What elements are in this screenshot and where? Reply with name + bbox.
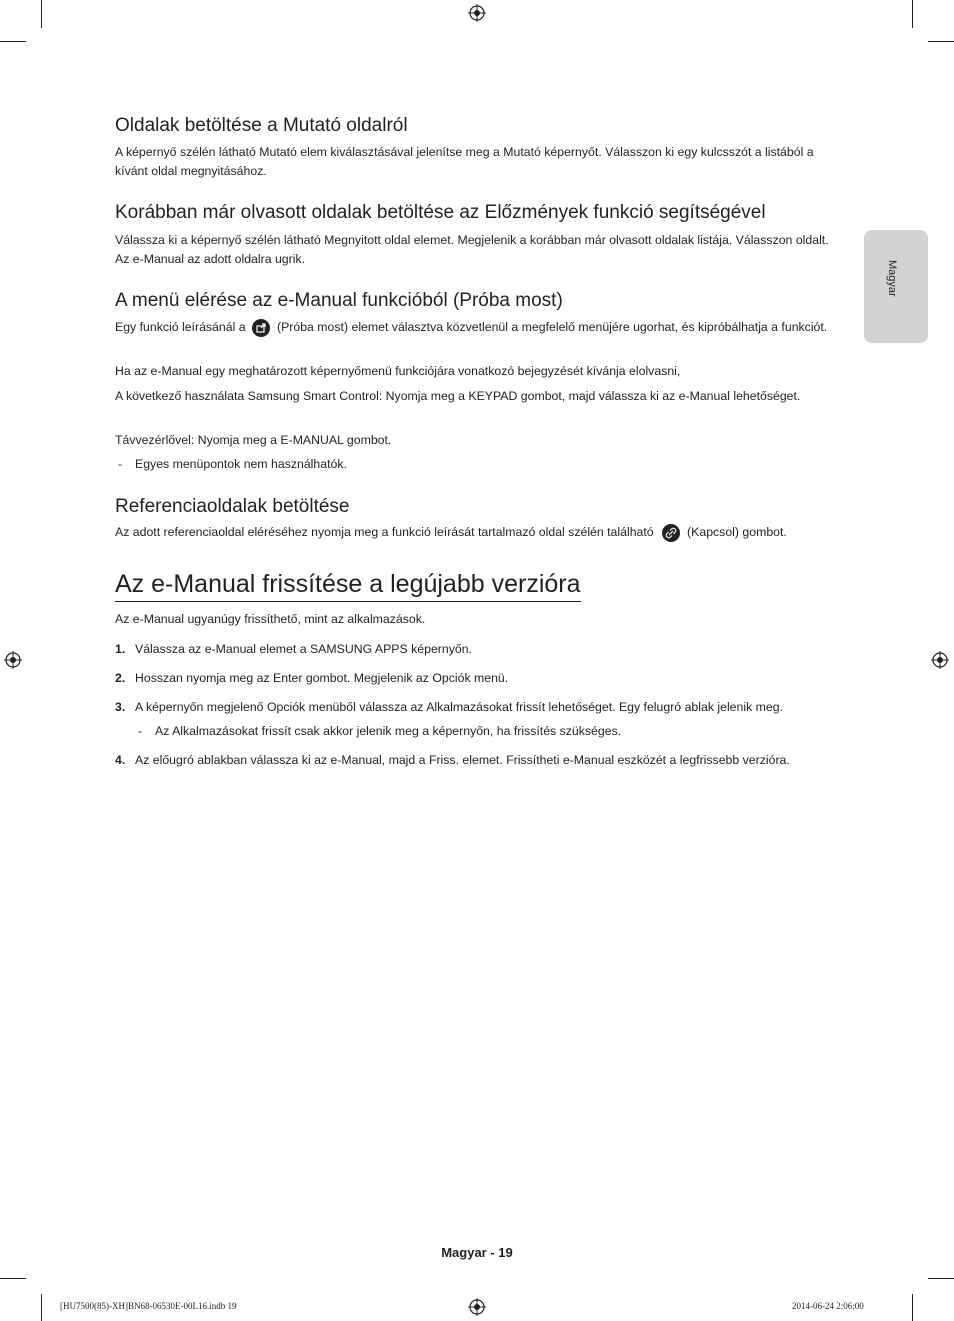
print-file-info: [HU7500(85)-XH]BN68-06530E-00L16.indb 19 <box>60 1301 237 1311</box>
registration-mark-icon <box>4 651 22 669</box>
step-number: 3. <box>115 700 126 714</box>
text: elemet a <box>255 642 310 656</box>
paragraph: Az e-Manual ugyanúgy frissíthető, mint az alkalmazások. <box>115 612 426 626</box>
term: Kapcsol <box>691 525 735 539</box>
text: egy meghatározott képernyőmenü funkciójára vonatkozó bejegyzését kívánja elolvasni, <box>201 364 681 378</box>
text: Távvezérlővel <box>115 433 191 447</box>
text: lehetőséget. Egy felugró ablak jelenik meg. <box>545 700 783 714</box>
term: Alkalmazásokat frissít <box>172 724 291 738</box>
term: E-MANUAL <box>280 433 344 447</box>
text: ) gombot. <box>734 525 787 539</box>
registration-mark-icon <box>931 651 949 669</box>
crop-mark <box>41 0 42 28</box>
language-tab <box>864 230 928 343</box>
text: A képernyőn megjelenő Opciók menüből válassza az <box>135 700 427 714</box>
registration-mark-icon <box>468 1298 486 1316</box>
term: Alkalmazásokat frissít <box>426 700 546 714</box>
paragraph <box>115 231 835 269</box>
text: Az előugró ablakban válassza ki az <box>135 753 331 767</box>
note-dash: - <box>118 457 123 471</box>
paragraph: Egy funkció leírásánál a (Próba most) elemet választva közvetlenül a megfelelő menüjére ugorhat, és kipróbálhatja a funkciót. <box>115 318 835 337</box>
print-date-info: 2014-06-24 2:06:00 <box>792 1301 864 1311</box>
text: gombot, majd válassza ki az <box>517 389 679 403</box>
step-number: 4. <box>115 753 126 767</box>
text: csak akkor jelenik meg a képernyőn, ha frissítés szükséges. <box>291 724 622 738</box>
term: e-Manual <box>562 753 615 767</box>
paragraph <box>115 431 835 450</box>
step-number: 2. <box>115 671 126 685</box>
term: e-Manual <box>678 389 730 403</box>
text: Válassza ki a képernyő szélén látható <box>115 233 325 247</box>
section-heading: A menü elérése az e-Manual funkcióból (Próba most) <box>115 290 563 311</box>
text: : Nyomja meg a <box>378 389 469 403</box>
section-heading: Oldalak betöltése a Mutató oldalról <box>115 115 408 136</box>
crop-mark <box>912 1294 913 1321</box>
page-number: Magyar - 19 <box>441 1245 513 1260</box>
crop-mark <box>912 0 913 28</box>
step-text <box>135 698 783 717</box>
term: e-Manual <box>330 753 382 767</box>
paragraph <box>115 387 835 406</box>
text: elem kiválasztásával jelenítse meg a Mutató képernyőt. Válasszon ki egy kulcsszót a listából a kívánt oldal megnyitásához. <box>115 145 814 178</box>
text: A képernyő szélén látható <box>115 145 260 159</box>
term: Mutató <box>259 145 297 159</box>
text: elemet. Megjelenik a korábban már olvasott oldalak listája. Válasszon oldalt. Az e-Manual az adott oldalra ugrik. <box>115 233 829 266</box>
text: Az adott referenciaoldal eléréséhez nyomja meg a funkció leírását tartalmazó oldal szélén található <box>115 525 654 539</box>
try-now-icon <box>252 319 270 337</box>
text: Ha az <box>115 364 151 378</box>
text: Egy funkció leírásánál a <box>115 320 246 334</box>
crop-mark <box>0 1278 26 1279</box>
term: e-Manual <box>204 642 256 656</box>
text: elemet. Frissítheti <box>459 753 563 767</box>
crop-mark <box>928 41 954 42</box>
text: Válassza az <box>135 642 205 656</box>
text: lehetőséget. <box>729 389 801 403</box>
step-text <box>135 640 472 659</box>
term: KEYPAD <box>468 389 518 403</box>
term: SAMSUNG APPS <box>309 642 408 656</box>
text: eszközét a legfrissebb verzióra. <box>614 753 790 767</box>
step-number: 1. <box>115 642 126 656</box>
step-note <box>155 722 621 741</box>
term: e-Manual <box>150 364 202 378</box>
text: A következő használata Samsung Smart Control <box>115 389 379 403</box>
text: Az <box>155 724 173 738</box>
paragraph <box>115 143 835 181</box>
text: ) elemet választva közvetlenül a megfelelő menüjére ugorhat, és kipróbálhatja a funkciót. <box>343 320 828 334</box>
language-tab-label: Magyar <box>886 260 898 297</box>
crop-mark <box>41 1294 42 1321</box>
link-icon <box>662 524 680 542</box>
text: képernyőn. <box>407 642 472 656</box>
paragraph: Az adott referenciaoldal eléréséhez nyomja meg a funkció leírását tartalmazó oldal szélén található (Kapcsol) gombot. <box>115 523 835 542</box>
text: , majd a <box>381 753 429 767</box>
registration-mark-icon <box>468 4 486 22</box>
crop-mark <box>0 41 26 42</box>
note-dash: - <box>138 724 143 738</box>
section-heading: Korábban már olvasott oldalak betöltése az Előzmények funkció segítségével <box>115 202 766 223</box>
step-text: Hosszan nyomja meg az Enter gombot. Megjelenik az Opciók menü. <box>135 671 509 685</box>
text: gombot. <box>343 433 392 447</box>
term: Megnyitott oldal <box>324 233 411 247</box>
main-heading: Az e-Manual frissítése a legújabb verzióra <box>115 570 581 602</box>
term: Próba most <box>281 320 344 334</box>
term: Friss. <box>428 753 459 767</box>
section-heading: Referenciaoldalak betöltése <box>115 496 350 517</box>
text: : Nyomja meg a <box>190 433 281 447</box>
step-text <box>135 751 790 770</box>
crop-mark <box>928 1278 954 1279</box>
note: Egyes menüpontok nem használhatók. <box>135 457 347 471</box>
paragraph <box>115 362 835 381</box>
